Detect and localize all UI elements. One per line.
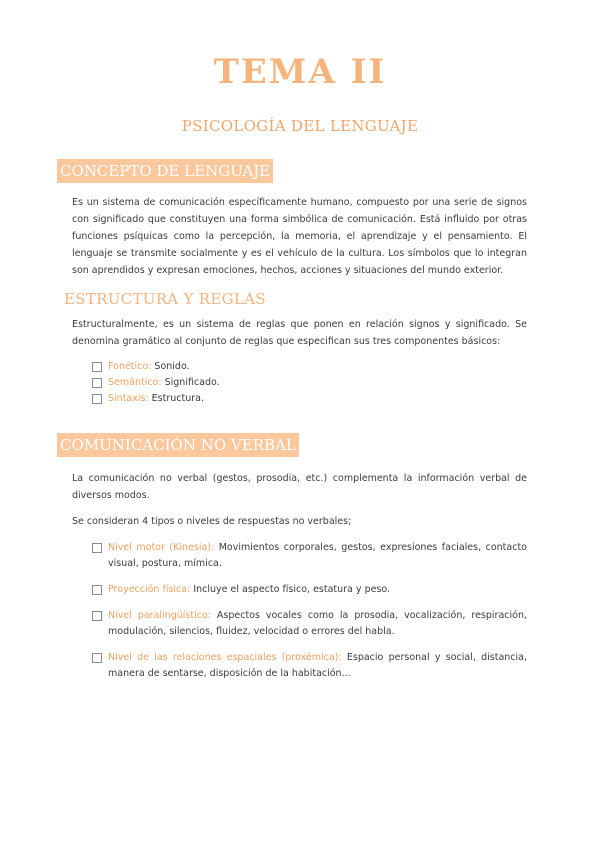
list-item xyxy=(92,582,527,598)
components-list xyxy=(92,359,527,407)
section-heading-concepto: CONCEPTO DE LENGUAJE xyxy=(57,159,273,183)
list-text: Espacio personal y social, distancia, manera de sentarse, disposición de la habitación... xyxy=(108,652,527,679)
checkbox-icon[interactable] xyxy=(92,543,102,553)
paragraph-estructura: Estructuralmente, es un sistema de reglas que ponen en relación signos y significado. Se denomina gramático al conjunto de reglas que especifican sus tres componentes básicos: xyxy=(72,319,527,347)
list-item xyxy=(92,608,527,640)
list-item xyxy=(92,391,527,407)
checkbox-icon[interactable] xyxy=(92,378,102,388)
list-text: Significado. xyxy=(161,377,220,388)
list-term: Nivel motor (Kinesia): xyxy=(108,542,215,553)
list-term: Nivel de las relaciones espaciales (proxémica): xyxy=(108,652,342,663)
checkbox-icon[interactable] xyxy=(92,611,102,621)
list-text: Incluye el aspecto físico, estatura y peso. xyxy=(190,584,391,595)
list-term: Sintaxis: xyxy=(108,393,149,404)
list-term: Nivel paralingüístico: xyxy=(108,610,211,621)
page-subtitle: PSICOLOGÍA DEL LENGUAJE xyxy=(181,117,419,135)
paragraph-concepto: Es un sistema de comunicación específicamente humano, compuesto por una serie de signos con significado que constituyen una forma simbólica de comunicación. Está influido por otras funciones psíquicas como la percepción, la memoria, el aprendizaje y el pensamiento. El lenguaje se transmite socialmente y es el vehículo de la cultura. Los símbolos que lo integran son aprendidos y expresan emociones, hechos, acciones y situaciones del mundo exterior. xyxy=(72,197,527,276)
nonverbal-levels-list xyxy=(92,540,527,682)
list-text: Estructura. xyxy=(148,393,204,404)
list-item xyxy=(92,650,527,682)
list-term: Proyección física: xyxy=(108,584,191,595)
checkbox-icon[interactable] xyxy=(92,585,102,595)
list-text: Sonido. xyxy=(151,361,190,372)
list-term: Semántico: xyxy=(108,377,162,388)
list-item xyxy=(92,375,527,391)
paragraph-comunicacion-2: Se consideran 4 tipos o niveles de respuestas no verbales; xyxy=(72,516,352,527)
list-text: Movimientos corporales, gestos, expresiones faciales, contacto visual, postura, mímica. xyxy=(108,542,527,569)
section-heading-comunicacion: COMUNICACIÓN NO VERBAL xyxy=(57,433,299,457)
section-heading-estructura: ESTRUCTURA Y REGLAS xyxy=(64,290,266,308)
list-item xyxy=(92,540,527,572)
list-term: Fonético: xyxy=(108,361,152,372)
checkbox-icon[interactable] xyxy=(92,394,102,404)
checkbox-icon[interactable] xyxy=(92,362,102,372)
list-text: Aspectos vocales como la prosodia, vocalización, respiración, modulación, silencios, fluidez, velocidad o errores del habla. xyxy=(108,610,527,637)
list-item xyxy=(92,359,527,375)
checkbox-icon[interactable] xyxy=(92,653,102,663)
page-title: TEMA II xyxy=(213,52,387,92)
paragraph-comunicacion-1: La comunicación no verbal (gestos, prosodia, etc.) complementa la información verbal de diversos modos. xyxy=(72,473,527,501)
